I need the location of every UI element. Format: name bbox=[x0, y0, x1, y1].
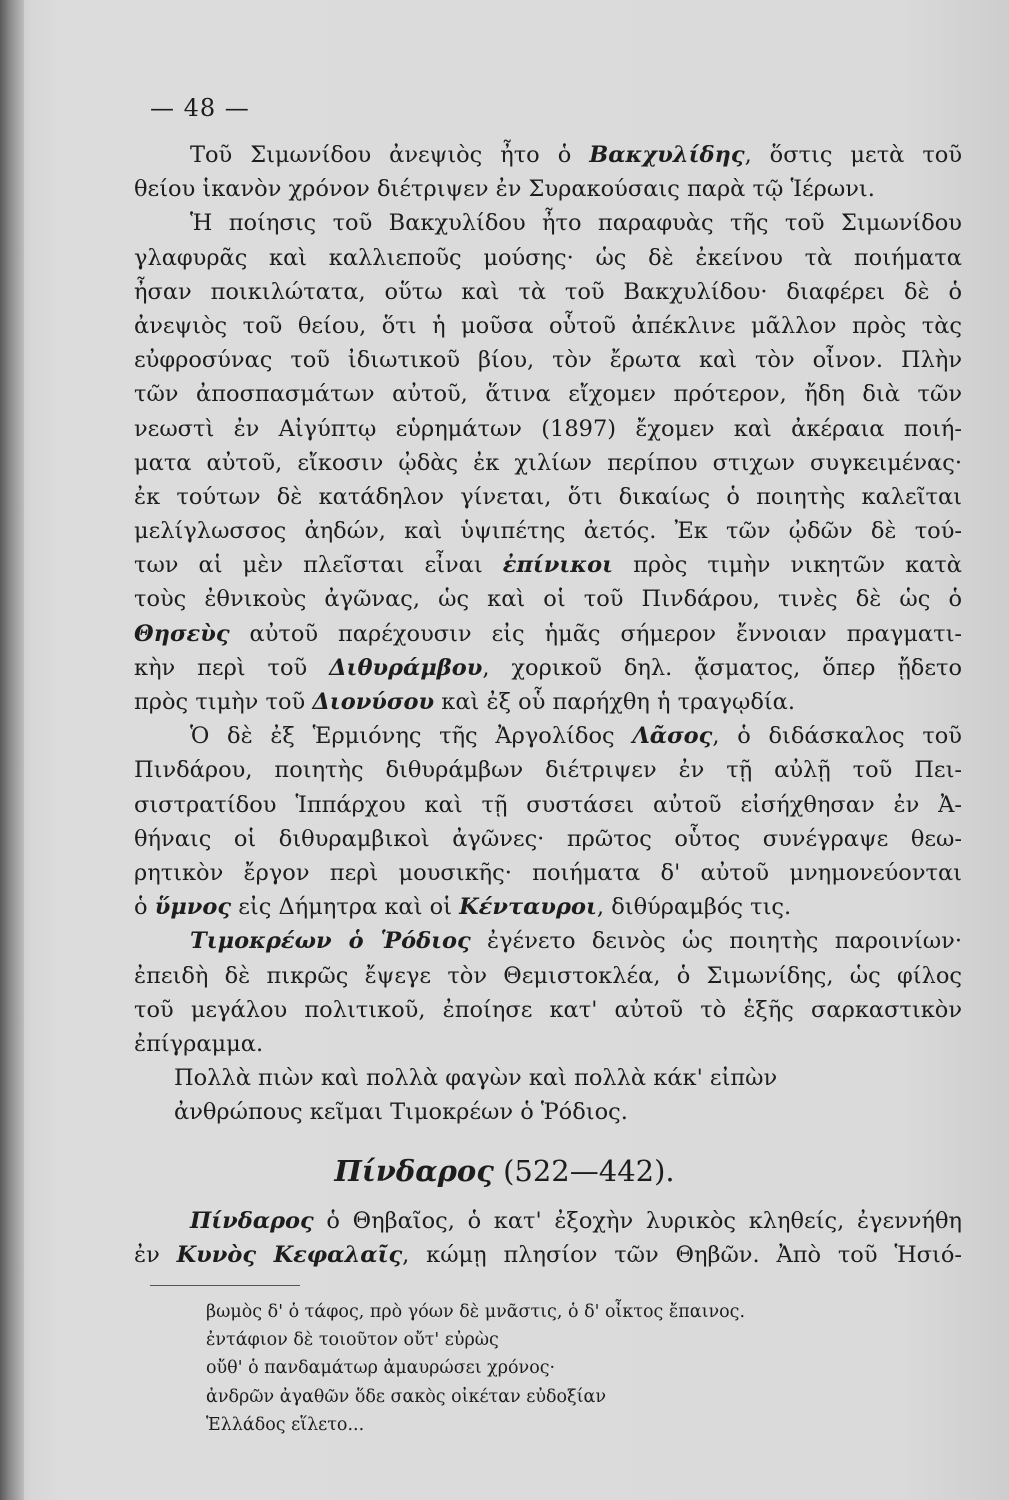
text-line: εὐφροσύνας τοῦ ἰδιωτικοῦ βίου, τὸν ἔρωτα καὶ τὸν οἶνον. Πλὴν bbox=[134, 347, 962, 374]
text-line: κὴν περὶ τοῦ Διθυράμβου, χορικοῦ δηλ. ᾄσματος, ὅπερ ᾔδετο bbox=[134, 654, 962, 681]
text-line: ματα αὐτοῦ, εἴκοσιν ᾠδὰς ἐκ χιλίων περίπου στιχων συγκειμένας· bbox=[134, 449, 962, 476]
footnote bbox=[206, 1298, 966, 1439]
page-number: — 48 — bbox=[150, 94, 250, 122]
text-line: ρητικὸν ἔργον περὶ μουσικῆς· ποιήματα δ' αὐτοῦ μνημονεύονται bbox=[134, 859, 962, 886]
text-line: ἐκ τούτων δὲ κατάδηλον γίνεται, ὅτι δικαίως ὁ ποιητὴς καλεῖται bbox=[134, 483, 962, 510]
text-line: ἐν Κυνὸς Κεφαλαῖς, κώμῃ πλησίον τῶν Θηβῶν. Ἀπὸ τοῦ Ἡσιό- bbox=[134, 1242, 963, 1269]
text-line: ἀνεψιὸς τοῦ θείου, ὅτι ἡ μοῦσα οὗτοῦ ἀπέκλινε μᾶλλον πρὸς τὰς bbox=[134, 312, 962, 339]
text-line: ἐπίγραμμα. bbox=[134, 1030, 264, 1057]
text-line: τῶν ἀποσπασμάτων αὐτοῦ, ἅτινα εἴχομεν πρότερον, ἤδη διὰ τῶν bbox=[134, 381, 962, 408]
text-line: μελίγλωσσος ἀηδών, καὶ ὑψιπέτης ἀετός. Ἐκ τῶν ᾠδῶν δὲ τού- bbox=[134, 518, 962, 545]
footnote-line: ἀνδρῶν ἀγαθῶν ὅδε σακὸς οἰκέταν εὐδοξίαν bbox=[206, 1386, 606, 1407]
footnote-divider bbox=[150, 1285, 300, 1286]
main-text bbox=[134, 138, 962, 1129]
text-line: σιστρατίδου Ἱππάρχου καὶ τῇ συστάσει αὐτοῦ εἰσήχθησαν ἐν Ἀ- bbox=[134, 791, 962, 818]
text-line: Ὁ δὲ ἐξ Ἑρμιόνης τῆς Ἀργολίδος Λᾶσος, ὁ διδάσκαλος τοῦ bbox=[190, 723, 962, 750]
footnote-line: ἐντάφιον δὲ τοιοῦτον οὔτ' εὐρὼς bbox=[206, 1330, 499, 1351]
text-line: θείου ἱκανὸν χρόνον διέτριψεν ἐν Συρακούσαις παρὰ τῷ Ἱέρωνι. bbox=[134, 176, 875, 203]
text-line: γλαφυρᾶς καὶ καλλιεποῦς μούσης· ὡς δὲ ἐκείνου τὰ ποιήματα bbox=[134, 244, 962, 271]
footnote-line: βωμὸς δ' ὁ τάφος, πρὸ γόων δὲ μνᾶστις, ὁ δ' οἶκτος ἔπαινος. bbox=[206, 1302, 746, 1322]
epigram-line: ἀνθρώπους κεῖμαι Τιμοκρέων ὁ Ῥόδιος. bbox=[174, 1099, 628, 1126]
epigram-line: Πολλὰ πιὼν καὶ πολλὰ φαγὼν καὶ πολλὰ κάκ' εἰπὼν bbox=[174, 1065, 778, 1092]
text-line: ἐπειδὴ δὲ πικρῶς ἔψεγε τὸν Θεμιστοκλέα, ὁ Σιμωνίδης, ὡς φίλος bbox=[134, 962, 962, 989]
text-line: Πίνδαρος ὁ Θηβαῖος, ὁ κατ' ἐξοχὴν λυρικὸς κληθείς, ἐγεννήθη bbox=[190, 1208, 962, 1234]
text-line: θήναις οἱ διθυραμβικοὶ ἀγῶνες· πρῶτος οὗτος συνέγραψε θεω- bbox=[134, 825, 962, 852]
text-line: Θησεὺς αὐτοῦ παρέχουσιν εἰς ἡμᾶς σήμερον ἔννοιαν πραγματι- bbox=[134, 620, 962, 647]
text-line: νεωστὶ ἐν Αἰγύπτῳ εὑρημάτων (1897) ἔχομεν καὶ ἀκέραια ποιή- bbox=[134, 415, 962, 442]
text-line: Τοῦ Σιμωνίδου ἀνεψιὸς ἦτο ὁ Βακχυλίδης, ὅστις μετὰ τοῦ bbox=[190, 142, 962, 168]
text-line: Ἡ ποίησις τοῦ Βακχυλίδου ἦτο παραφυὰς τῆς τοῦ Σιμωνίδου bbox=[190, 210, 962, 237]
text-line: τοὺς ἐθνικοὺς ἀγῶνας, ὡς καὶ οἱ τοῦ Πινδάρου, τινὲς δὲ ὡς ὁ bbox=[134, 586, 962, 613]
text-line: ὁ ὕμνος εἰς Δήμητρα καὶ οἱ Κένταυροι, διθύραμβός τις. bbox=[134, 894, 792, 921]
footnote-line: οὔθ' ὁ πανδαμάτωρ ἀμαυρώσει χρόνος· bbox=[206, 1358, 556, 1379]
text-line: ἦσαν ποικιλώτατα, οὕτω καὶ τὰ τοῦ Βακχυλίδου· διαφέρει δὲ ὁ bbox=[134, 278, 962, 305]
text-line: πρὸς τιμὴν τοῦ Διονύσου καὶ ἐξ οὗ παρήχθη ἡ τραγῳδία. bbox=[134, 689, 796, 715]
book-spine-shadow bbox=[0, 0, 24, 1500]
text-line: Πινδάρου, ποιητὴς διθυράμβων διέτριψεν ἐν τῇ αὐλῇ τοῦ Πει- bbox=[134, 757, 962, 784]
text-line: τοῦ μεγάλου πολιτικοῦ, ἐποίησε κατ' αὐτοῦ τὸ ἑξῆς σαρκαστικὸν bbox=[134, 996, 962, 1023]
footnote-line: Ἑλλάδος εἵλετο... bbox=[206, 1414, 365, 1435]
section-heading: Πίνδαρος (522—442). bbox=[334, 1154, 675, 1188]
text-line: Τιμοκρέων ὁ Ῥόδιος ἐγένετο δεινὸς ὡς ποιητὴς παροινίων· bbox=[190, 928, 962, 955]
pindar-text bbox=[134, 1204, 962, 1272]
text-line: των αἱ μὲν πλεῖσται εἶναι ἐπίνικοι πρὸς τιμὴν νικητῶν κατὰ bbox=[134, 552, 962, 579]
